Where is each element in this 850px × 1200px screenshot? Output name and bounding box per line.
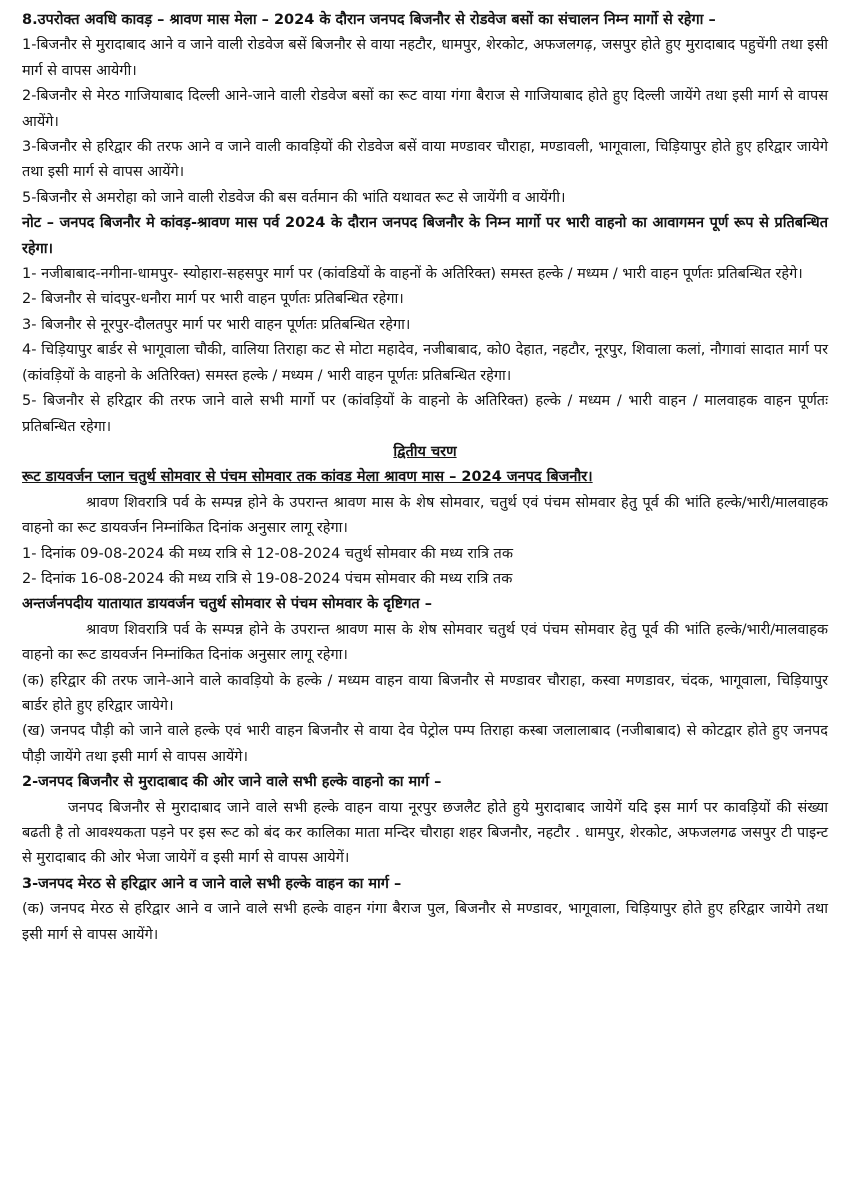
note-item-3: 3- बिजनौर से नूरपुर-दौलतपुर मार्ग पर भारी वाहन पूर्णतः प्रतिबन्धित रहेगा। — [22, 316, 411, 333]
phase-2-date-2: 2- दिनांक 16-08-2024 की मध्य रात्रि से 19-08-2024 पंचम सोमवार की मध्य रात्रि तक — [22, 570, 513, 587]
note-item-5: 5- बिजनौर से हरिद्वार की तरफ जाने वाले सभी मार्गो पर (कांवड़ियों के वाहनो के अतिरिक्त) हल्के / मध्यम / भारी वाहन / मालवाहक वाहन पूर्णतः प्रतिबन्धित रहेगा। — [22, 393, 828, 435]
section-8-item-5: 5-बिजनौर से अमरोहा को जाने वाली रोडवेज की बस वर्तमान की भांति यथावत रूट से जायेंगी व आयेंगी। — [22, 189, 566, 206]
interdistrict-item-ka: (क) हरिद्वार की तरफ जाने-आने वाले कावड़ियो के हल्के / मध्यम वाहन वाया बिजनौर से मण्डावर चौराहा, कस्वा मणडावर, चंदक, भागूवाला, चिड़ियापुर बार्डर होते हुए हरिद्वार जायेगे। — [22, 672, 828, 714]
section-8-item-1: 1-बिजनौर से मुरादाबाद आने व जाने वाली रोडवेज बसें बिजनौर से वाया नहटौर, धामपुर, शेरकोट, अफजलगढ़, जसपुर होते हुए मुरादाबाद पहुचेंगी तथा इसी मार्ग से वापस आयेगी। — [22, 37, 828, 79]
interdistrict-item-kha: (ख) जनपद पौड़ी को जाने वाले हल्के एवं भारी वाहन बिजनौर से वाया देव पेट्रोल पम्प तिराहा कस्बा जलालाबाद (नजीबाबाद) से कोटद्वार होते हुए जनपद पौड़ी जायेंगे तथा इसी मार्ग से वापस आयेंगे। — [22, 723, 828, 765]
section-8-item-3: 3-बिजनौर से हरिद्वार की तरफ आने व जाने वाली कावड़ियों की रोडवेज बसें वाया मण्डावर चौराहा, मण्डावली, भागूवाला, चिड़ियापुर होते हुए हरिद्वार जायेगे तथा इसी मार्ग से वापस आयेंगे। — [22, 139, 828, 181]
interdistrict-intro: श्रावण शिवरात्रि पर्व के सम्पन्न होने के उपरान्त श्रावण मास के शेष सोमवार चतुर्थ एवं पंचम सोमवार हेतु पूर्व की भांति हल्के/भारी/मालवाहक वाहनो का रूट डायवर्जन निम्नांकित दिनांक अनुसार लागू रहेगा। — [22, 621, 828, 664]
phase-2-title: द्वितीय चरण — [393, 443, 457, 460]
note-item-2: 2- बिजनौर से चांदपुर-धनौरा मार्ग पर भारी वाहन पूर्णतः प्रतिबन्धित रहेगा। — [22, 291, 404, 308]
phase-2-intro: श्रावण शिवरात्रि पर्व के सम्पन्न होने के उपरान्त श्रावण मास के शेष सोमवार, चतुर्थ एवं पंचम सोमवार हेतु पूर्व की भांति हल्के/भारी/मालवाहक वाहनो का रूट डायवर्जन निम्नांकित दिनांक अनुसार लागू रहेगा। — [22, 494, 828, 537]
section-3-text: (क) जनपद मेरठ से हरिद्वार आने व जाने वाले सभी हल्के वाहन गंगा बैराज पुल, बिजनौर से मण्डावर, भागूवाला, चिड़ियापुर होते हुए हरिद्वार जायेगे तथा इसी मार्ग से वापस आयेंगे। — [22, 901, 828, 943]
section-3-heading: 3-जनपद मेरठ से हरिद्वार आने व जाने वाले सभी हल्के वाहन का मार्ग – — [22, 875, 402, 892]
note-item-1: 1- नजीबाबाद-नगीना-धामपुर- स्योहारा-सहसपुर मार्ग पर (कांवडियों के वाहनों के अतिरिक्त) समस्त हल्के / मध्यम / भारी वाहन पूर्णतः प्रतिबन्धित रहेगे। — [22, 266, 803, 283]
section-8-heading: 8.उपरोक्त अवधि कावड़ – श्रावण मास मेला – 2024 के दौरान जनपद बिजनौर से रोडवेज बसों का संचालन निम्न मार्गो से रहेगा – — [22, 12, 716, 28]
section-2-heading: 2-जनपद बिजनौर से मुरादाबाद की ओर जाने वाले सभी हल्के वाहनो का मार्ग – — [22, 774, 442, 791]
note-heading: नोट – जनपद बिजनौर मे कांवड़-श्रावण मास पर्व 2024 के दौरान जनपद बिजनौर के निम्न मार्गो पर भारी वाहनो का आवागमन पूर्ण रूप से प्रतिबन्धित रहेगा। — [22, 215, 828, 257]
section-8-item-2: 2-बिजनौर से मेरठ गाजियाबाद दिल्ली आने-जाने वाली रोडवेज बसों का रूट वाया गंगा बैराज से गाजियाबाद होते हुए दिल्ली जायेंगे तथा इसी मार्ग से वापस आयेंगे। — [22, 88, 828, 130]
interdistrict-heading: अन्तर्जनपदीय यातायात डायवर्जन चतुर्थ सोमवार से पंचम सोमवार के दृष्टिगत – — [22, 596, 432, 613]
note-item-4: 4- चिड़ियापुर बार्डर से भागूवाला चौकी, वालिया तिराहा कट से मोटा महादेव, नजीबाबाद, को0 देहात, नहटौर, नूरपुर, शिवाला कलां, नौगावां सादात मार्ग पर (कांवड़ियों के वाहनो के अतिरिक्त) समस्त हल्के / मध्यम / भारी वाहन पूर्णतः प्रतिबन्धित रहेगा। — [22, 342, 828, 384]
phase-2-date-1: 1- दिनांक 09-08-2024 की मध्य रात्रि से 12-08-2024 चतुर्थ सोमवार की मध्य रात्रि तक — [22, 545, 513, 562]
section-2-text: जनपद बिजनौर से मुरादाबाद जाने वाले सभी हल्के वाहन वाया नूरपुर छजलैट होते हुये मुरादाबाद जायेगें यदि इस मार्ग पर कावड़ियों की संख्या बढती है तो आवश्यकता पड़ने पर इस रूट को बंद कर कालिका माता मन्दिर चौराहा शहर बिजनौर, नहटौर . धामपुर, शेरकोट, अफजलगढ जसपुर टी पाइन्ट से मुरादाबाद की ओर भेजा जायेगें व इसी मार्ग से वापस आयेगें। — [22, 799, 828, 867]
phase-2-subtitle: रूट डायवर्जन प्लान चतुर्थ सोमवार से पंचम सोमवार तक कांवड मेला श्रावण मास – 2024 जनपद बिजनौर। — [22, 469, 593, 486]
